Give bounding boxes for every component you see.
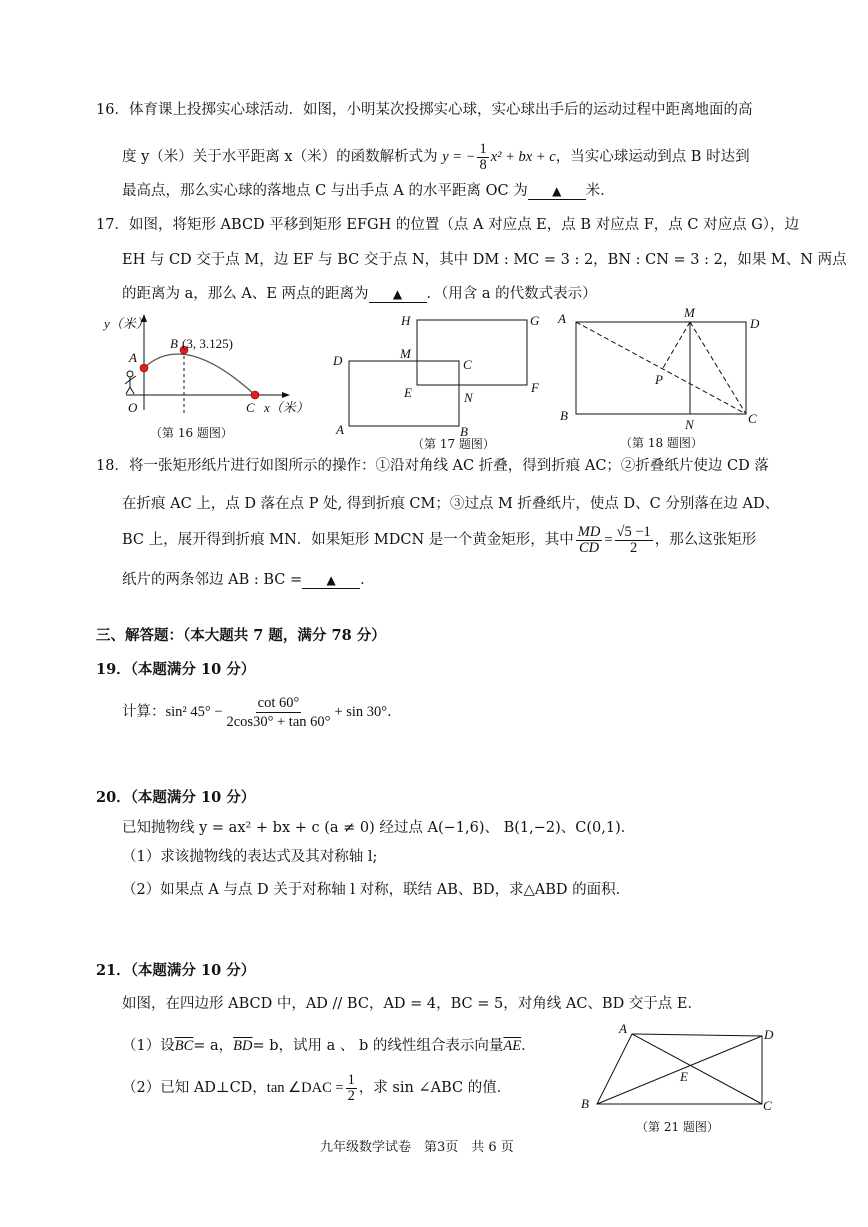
q16-frac-num: 1 — [479, 140, 487, 157]
q21-eq-a: = a， — [193, 1038, 234, 1054]
q19-expression — [122, 690, 402, 734]
q21-part2-b: ，求 sin ∠ABC 的值． — [358, 1080, 512, 1096]
q21-half — [346, 1073, 357, 1104]
fig16-label-c: C — [246, 400, 255, 415]
fig18-diagonal-ac — [576, 322, 746, 414]
q18-text4a: 纸片的两条邻边 AB : BC = — [122, 572, 303, 588]
fig18-label-a: A — [558, 311, 566, 326]
fig17-label-c: C — [463, 357, 472, 372]
q18-text4b: ． — [360, 572, 375, 588]
fig18-label-b: B — [560, 408, 568, 423]
fig18-line-mp — [663, 322, 690, 368]
q17-answer-blank[interactable]: ▲ — [369, 286, 427, 303]
q19-fraction — [225, 694, 333, 731]
q18-line3 — [122, 522, 756, 558]
q16-line3 — [122, 181, 615, 201]
q17-line3 — [122, 284, 597, 304]
q21-eq-b: = b，试用 a 、 b 的线性组合表示向量 — [252, 1038, 504, 1054]
q17-text3b: ．（用含 a 的代数式表示） — [426, 286, 597, 302]
fig17-label-b: B — [460, 424, 468, 438]
fig17-label-g: G — [530, 313, 540, 328]
q21-tan: tan ∠DAC = — [266, 1080, 344, 1096]
fig17-rect-efgh — [417, 320, 527, 385]
fig17-label-e: E — [404, 385, 412, 400]
fig21-caption: （第 21 题图） — [636, 1120, 719, 1134]
fig18-label-n: N — [685, 417, 694, 432]
q20-title: 20．（本题满分 10 分） — [96, 789, 256, 806]
fig16-label-o: O — [128, 400, 138, 415]
q18-number: 18． — [96, 458, 129, 474]
fig16-label-b: B — [170, 336, 178, 351]
q18-fraction-golden — [615, 525, 653, 556]
q17-text3a: 的距离为 a，那么 A、E 两点的距离为 — [122, 286, 369, 302]
fig16-label-a: A — [129, 350, 137, 365]
figure-21 — [575, 1020, 785, 1120]
section3-heading: 三、解答题：（本大题共 7 题，满分 78 分） — [96, 627, 386, 644]
fig16-point-c — [251, 391, 259, 399]
q16-text2b: ，当实心球运动到点 B 时达到 — [555, 149, 750, 165]
fig17-label-n: N — [464, 390, 473, 405]
q16-line2 — [122, 140, 750, 174]
fig16-point-a — [140, 364, 148, 372]
q17-line1 — [96, 215, 799, 235]
q21-vector-bc: $\overline{BC}$ — [174, 1038, 194, 1054]
fig16-person-icon — [125, 371, 136, 394]
figure-17 — [328, 308, 558, 438]
q19-term1: sin² 45° − — [165, 704, 223, 720]
fig18-label-c: C — [748, 411, 757, 426]
q19-label: 计算： — [122, 704, 166, 720]
q18-text3b: ，那么这张矩形 — [654, 532, 757, 548]
fig18-label-m: M — [684, 306, 695, 320]
fig18-crease-cm — [690, 322, 746, 414]
fig18-label-p: P — [655, 372, 663, 387]
q20-part2: （2）如果点 A 与点 D 关于对称轴 l 对称，联结 AB、BD，求△ABD 的面积． — [122, 882, 631, 898]
q20-part1: （1）求该抛物线的表达式及其对称轴 l; — [122, 849, 378, 865]
fig16-y-label: y（米） — [104, 316, 149, 331]
q17-line2 — [122, 250, 847, 270]
q16-fraction — [477, 142, 488, 173]
q21-part1-a: （1）设 — [122, 1038, 175, 1054]
q21-part1-end: ． — [521, 1038, 536, 1054]
q16-text1: 体育课上投掷实心球活动．如图，小明某次投掷实心球，实心球出手后的运动过程中距离地面的高 — [128, 102, 753, 118]
q18-text2: 在折痕 AC 上，点 D 落在点 P 处, 得到折痕 CM；③过点 M 折叠纸片，使点 D、C 分别落在边 AD、 — [122, 496, 780, 512]
fig21-label-b: B — [581, 1096, 589, 1111]
q21-half-den: 2 — [347, 1087, 355, 1104]
q21-line1: 如图，在四边形 ABCD 中，AD // BC，AD = 4，BC = 5，对角线 AC、BD 交于点 E． — [122, 996, 702, 1012]
figure-18 — [552, 306, 777, 436]
fig17-label-m: M — [400, 346, 411, 361]
q16-answer-blank[interactable]: ▲ — [528, 183, 586, 200]
fig17-label-a: A — [336, 422, 344, 437]
q21-part2 — [122, 1068, 511, 1108]
q18-frac2-den: 2 — [630, 539, 638, 556]
q19-title: 19．（本题满分 10 分） — [96, 661, 256, 678]
q18-fraction-md-cd — [576, 525, 603, 556]
q19-frac-num: cot 60° — [257, 694, 300, 711]
fig21-label-d: D — [764, 1027, 774, 1042]
q16-line1 — [96, 100, 752, 120]
q16-number: 16． — [96, 102, 129, 118]
fig17-label-h: H — [401, 313, 411, 328]
q18-frac2-num: √5 −1 — [616, 523, 651, 540]
q16-formula-rest: x² + bx + c — [490, 149, 556, 165]
q17-text2: EH 与 CD 交于点 M，边 EF 与 BC 交于点 N，其中 DM : MC = 3 : 2，BN : CN = 3 : 2，如果 M、N 两点 — [122, 252, 847, 268]
q18-line4 — [122, 570, 375, 590]
fig16-caption: （第 16 题图） — [150, 426, 233, 440]
fig21-label-a: A — [619, 1021, 627, 1036]
fig16-x-arrow — [282, 392, 290, 398]
q21-part1 — [122, 1036, 536, 1056]
fig17-label-d: D — [333, 353, 343, 368]
q16-frac-den: 8 — [479, 156, 487, 173]
q19-frac-den: 2cos30° + tan 60° — [226, 713, 331, 730]
page-footer: 九年级数学试卷 第3页 共 6 页 — [320, 1140, 514, 1155]
q16-text2a: 度 y（米）关于水平距离 x（米）的函数解析式为 — [122, 149, 438, 165]
q19-term2: + sin 30°． — [334, 704, 402, 720]
q16-formula-y: y = − — [442, 149, 476, 165]
q21-part2-a: （2）已知 AD⊥CD， — [122, 1080, 267, 1096]
fig18-label-d: D — [750, 316, 760, 331]
fig17-caption: （第 17 题图） — [412, 437, 495, 451]
fig16-x-label: x（米） — [264, 400, 309, 415]
q21-half-num: 1 — [347, 1071, 355, 1088]
q18-text3a: BC 上，展开得到折痕 MN．如果矩形 MDCN 是一个黄金矩形，其中 — [122, 532, 574, 548]
fig16-b-coord: (3, 3.125) — [182, 336, 233, 351]
q18-line2 — [122, 494, 779, 514]
q18-answer-blank[interactable]: ▲ — [302, 572, 360, 589]
fig21-label-e: E — [680, 1069, 688, 1084]
q18-line1 — [96, 456, 769, 476]
q16-text3b: 米． — [585, 183, 615, 199]
q21-title: 21．（本题满分 10 分） — [96, 962, 256, 979]
q20-line1: 已知抛物线 y = ax² + bx + c (a ≠ 0) 经过点 A(−1,6)、 B(1,−2)、C(0,1)． — [122, 820, 636, 836]
q21-vector-ae: $\overline{AE}$ — [503, 1038, 522, 1054]
q18-text1: 将一张矩形纸片进行如图所示的操作：①沿对角线 AC 折叠，得到折痕 AC；②折叠纸片使边 CD 落 — [128, 458, 769, 474]
fig18-caption: （第 18 题图） — [620, 436, 703, 450]
q16-text3a: 最高点，那么实心球的落地点 C 与出手点 A 的水平距离 OC 为 — [122, 183, 528, 199]
q18-frac1-den: CD — [578, 539, 600, 556]
q18-equals: = — [604, 532, 613, 548]
q17-number: 17． — [96, 217, 129, 233]
fig16-parabola — [144, 354, 255, 395]
fig17-label-f: F — [531, 380, 539, 395]
fig21-label-c: C — [763, 1098, 772, 1113]
q18-frac1-num: MD — [577, 523, 601, 540]
q17-text1: 如图，将矩形 ABCD 平移到矩形 EFGH 的位置（点 A 对应点 E，点 B 对应点 F，点 C 对应点 G），边 — [128, 217, 800, 233]
q21-vector-bd: $\overline{BD}$ — [233, 1038, 253, 1054]
